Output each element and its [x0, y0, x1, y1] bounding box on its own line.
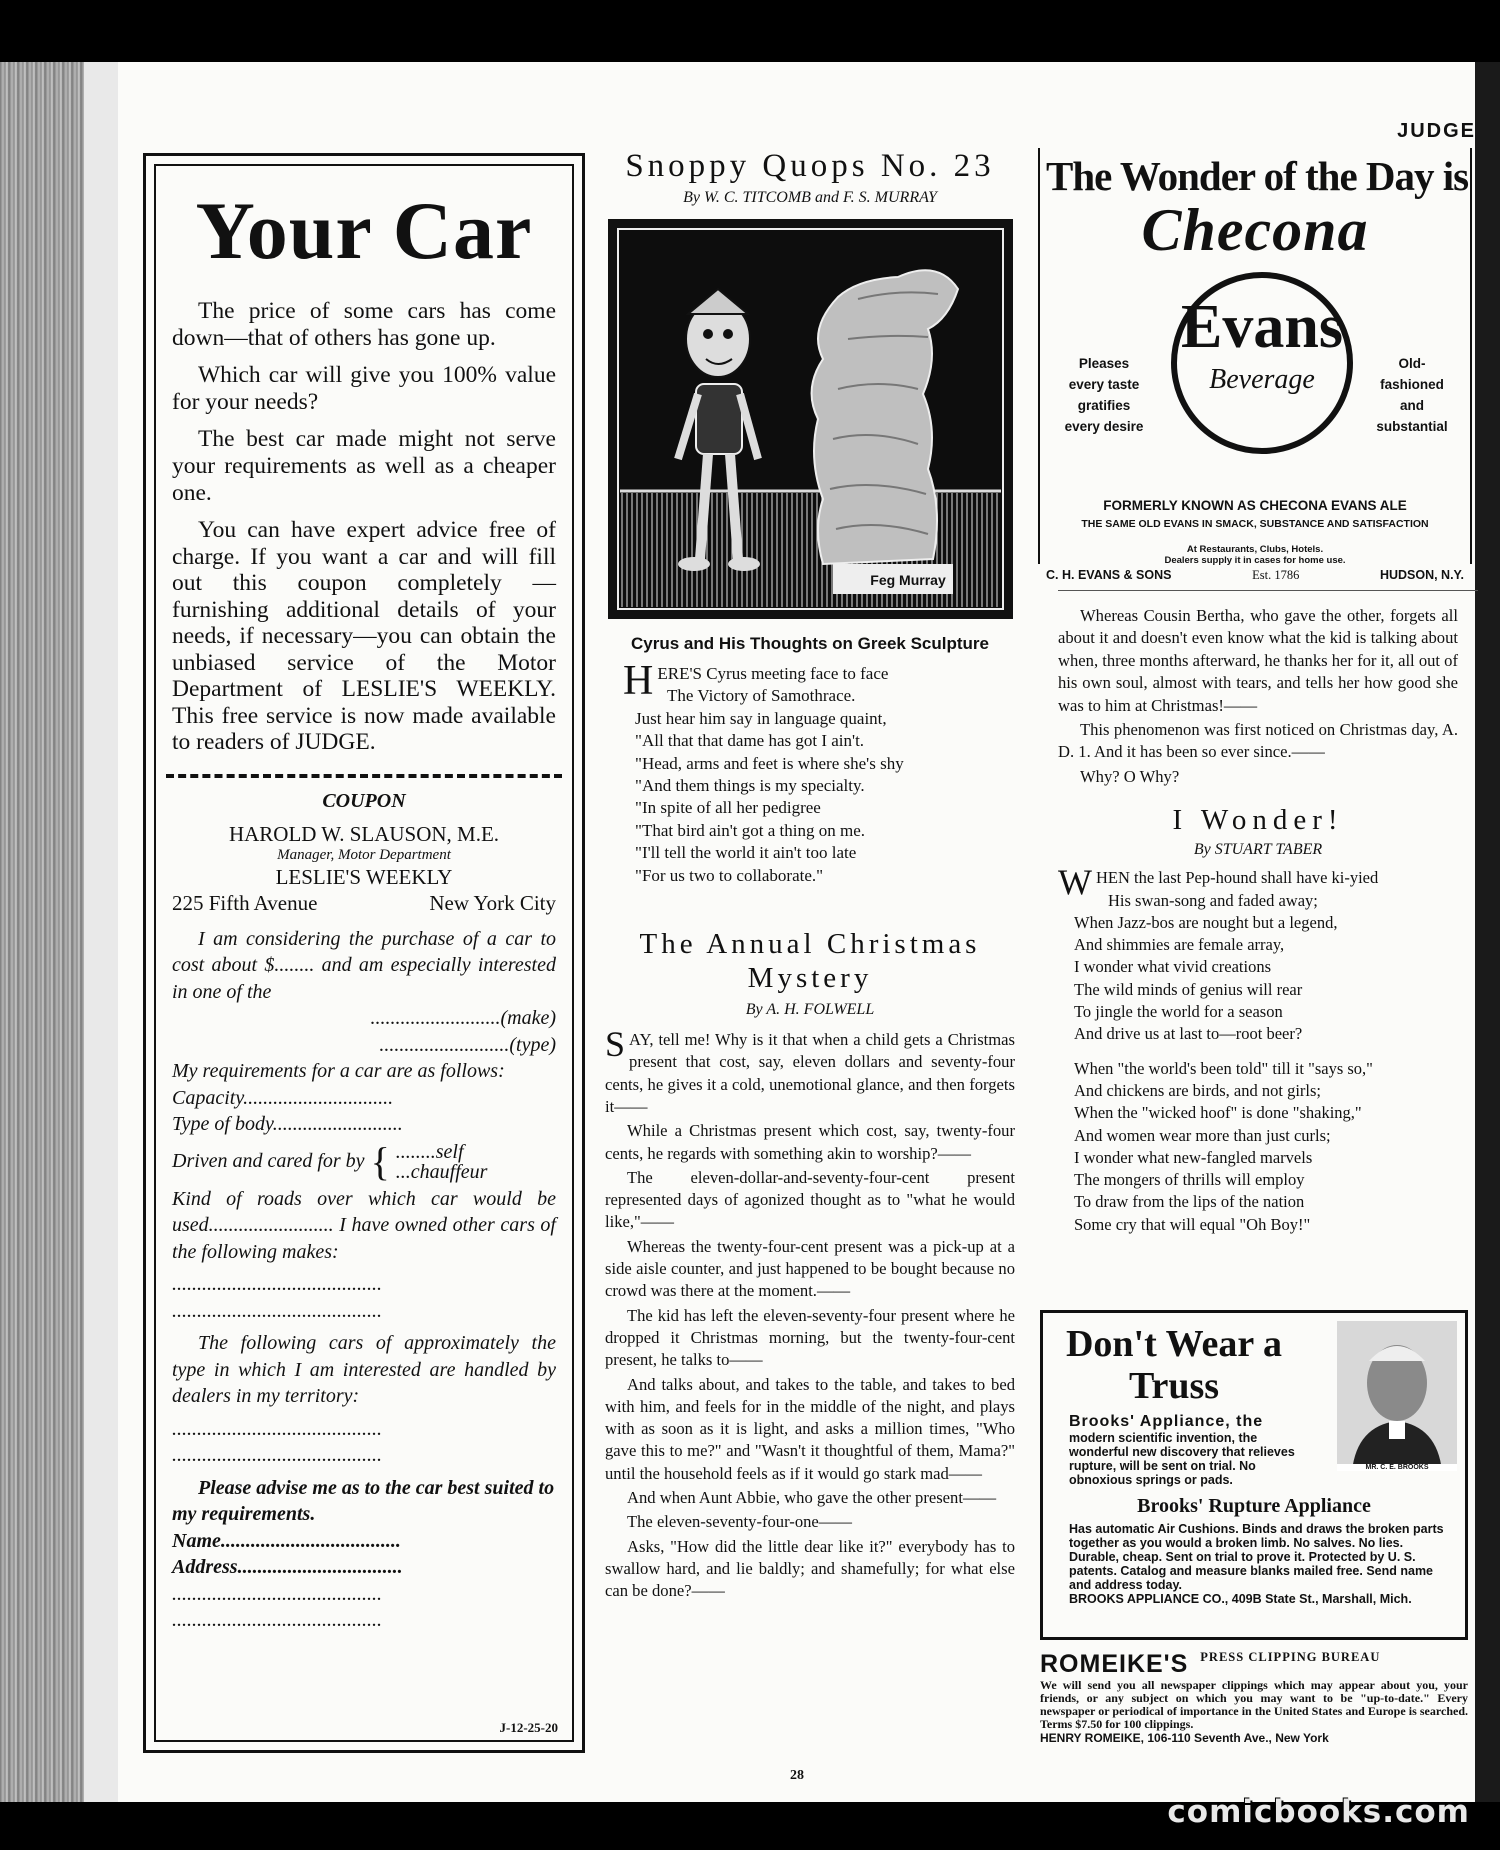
story-paragraph: While a Christmas present which cost, say, twenty-four cents, he regards with something akin to worship?—— — [605, 1121, 1015, 1163]
coupon-name-field[interactable]: Name.................................... — [172, 1529, 401, 1552]
story-byline: By A. H. FOLWELL — [745, 1001, 875, 1019]
coupon-chauffeur-field[interactable]: ...chauffeur — [395, 1160, 488, 1183]
evans-formerly: FORMERLY KNOWN AS CHECONA EVANS ALE — [1103, 498, 1407, 513]
romeike-service: PRESS CLIPPING BUREAU — [1200, 1650, 1381, 1664]
coupon-blank-line[interactable]: .......................................... — [172, 1273, 382, 1295]
center-column — [605, 146, 1015, 1766]
story-title: The Annual Christmas Mystery — [639, 928, 981, 995]
coupon-line: Please advise me as to the car best suited to my requirements. — [172, 1476, 555, 1525]
evans-left-text: Pleases — [1078, 356, 1130, 371]
car-advertisement — [143, 153, 585, 1753]
portrait-drawing — [1337, 1321, 1457, 1471]
poem-first-line: H ERE'S Cyrus meeting face to face — [623, 658, 889, 704]
evans-seal — [1171, 272, 1353, 454]
running-head: JUDGE — [1397, 120, 1476, 142]
story-continuation — [1058, 590, 1458, 1236]
coupon-line: I am considering the purchase of a car to cost about $........ and am especially interested in one of the — [172, 927, 556, 1003]
coupon-address-field[interactable]: Address................................. — [172, 1556, 403, 1578]
poem-line: To draw from the lips of the nation — [1074, 1192, 1305, 1212]
poem-line: And women wear more than just curls; — [1074, 1125, 1331, 1145]
poem-line: Some cry that will equal "Oh Boy!" — [1074, 1214, 1311, 1234]
poem-line: The Victory of Samothrace. — [667, 686, 856, 706]
coupon-blank-line[interactable]: .......................................... — [172, 1582, 382, 1605]
story-paragraph: The eleven-seventy-four-one—— — [627, 1512, 852, 1532]
evans-right-text: and — [1399, 398, 1424, 413]
coupon-address-street: 225 Fifth Avenue — [172, 890, 318, 915]
evans-ad-headline: The Wonder of the Day is — [1046, 153, 1469, 199]
evans-where: Dealers supply it in cases for home use. — [1164, 555, 1346, 566]
evans-left-text: gratifies — [1077, 398, 1131, 413]
romeike-name: ROMEIKE'S — [1040, 1650, 1189, 1678]
poem-title: I Wonder! — [1172, 804, 1344, 837]
story-paragraph: Why? O Why? — [1080, 766, 1180, 786]
evans-subbrand: Beverage — [1209, 364, 1315, 395]
romeike-advertisement — [1040, 1650, 1468, 1745]
site-watermark: comicbooks.com — [1167, 1794, 1470, 1830]
poem-line: "In spite of all her pedigree — [635, 798, 821, 818]
truss-advertisement — [1040, 1310, 1468, 1640]
poem-line: To jingle the world for a season — [1074, 1002, 1283, 1022]
truss-ad-title: Don't Wear a Truss — [1065, 1323, 1283, 1407]
coupon-type-field[interactable]: ..........................(type) — [379, 1033, 556, 1056]
drop-cap: H — [623, 658, 654, 704]
coupon-heading: COUPON — [322, 789, 406, 812]
poem-line: The wild minds of genius will rear — [1074, 979, 1303, 999]
story-paragraph: And when Aunt Abbie, who gave the other present—— — [627, 1488, 997, 1507]
car-ad-paragraph: You can have expert advice free of charge. If you want a car and will fill out this coupon completely — furnishing additional details of your needs, if necessary—you can obtain the unbiased service of the Motor Department of LESLIE'S WEEKLY. This free service is now made available to readers of JUDGE. — [172, 517, 556, 755]
coupon-line: My requirements for a car are as follows: — [172, 1060, 505, 1082]
cartoon-byline: By W. C. TITCOMB and F. S. MURRAY — [683, 189, 937, 206]
story-first-paragraph: SAY, tell me! Why is it that when a child gets a Christmas present that cost, say, eleven dollars and seventy-four cents, he gives it a cold, unemotional glance, and then forgets it—— — [605, 1024, 1015, 1116]
poem-line: When "the world's been told" till it "says so," — [1074, 1058, 1373, 1078]
evans-beverage-ad — [1038, 148, 1472, 582]
portrait-caption: MR. C. E. BROOKS — [1337, 1464, 1457, 1471]
cartoon-title: Snoppy Quops No. 23 — [625, 148, 995, 184]
romeike-body: We will send you all newspaper clippings which may appear about you, your friends, or any subject on which you may want to be "up-to-date." Every newspaper or periodical of importance in the United States and Europe is searched. Terms $7.50 for 100 clippings. — [1040, 1678, 1468, 1731]
coupon-publication: LESLIE'S WEEKLY — [275, 864, 453, 889]
coupon-code: J-12-25-20 — [499, 1720, 558, 1735]
coupon-body-type-field[interactable]: Type of body.......................... — [172, 1113, 403, 1135]
coupon-capacity-field[interactable]: Capacity.............................. — [172, 1086, 394, 1109]
poem-line: When Jazz-bos are nought but a legend, — [1074, 912, 1338, 932]
evans-where: At Restaurants, Clubs, Hotels. — [1186, 544, 1324, 555]
car-ad-paragraph: The price of some cars has come down—that of others has gone up. — [172, 298, 556, 351]
coupon-blank-line[interactable]: .......................................... — [172, 1444, 382, 1466]
poem-line: His swan-song and faded away; — [1108, 890, 1318, 910]
page-number: 28 — [790, 1768, 804, 1783]
evans-tagline: THE SAME OLD EVANS IN SMACK, SUBSTANCE AND SATISFACTION — [1081, 518, 1429, 530]
romeike-address: HENRY ROMEIKE, 106-110 Seventh Ave., New York — [1040, 1731, 1329, 1745]
coupon-self-field[interactable]: ........self — [395, 1140, 464, 1163]
car-ad-title: Your Car — [195, 185, 533, 276]
next-page-edge — [1475, 62, 1500, 1802]
coupon-line: The following cars of approximately the type in which I am interested are handled by dealers in my territory: — [172, 1332, 556, 1407]
truss-body: Has automatic Air Cushions. Binds and draws the broken parts together as you would a broken limb. No salves. No lies. Durable, cheap. Sent on trial to prove it. Protected by U. S. patents. Catalog and measure blanks mailed free. Send name and address today. — [1069, 1522, 1444, 1592]
coupon-blank-line[interactable]: .......................................... — [172, 1417, 382, 1440]
truss-intro-bold: Brooks' Appliance, the — [1069, 1413, 1264, 1430]
artist-signature: Feg Murray — [869, 572, 946, 588]
evans-right-text: substantial — [1376, 419, 1448, 434]
coupon-cut-line — [166, 774, 562, 778]
coupon-blank-line[interactable]: .......................................... — [172, 1609, 382, 1631]
coupon-contact-role: Manager, Motor Department — [277, 846, 451, 863]
truss-intro: modern scientific invention, the wonderful new discovery that relieves rupture, will be sent on trial. No obnoxious springs or pads. — [1069, 1431, 1295, 1487]
poem-line: "That bird ain't got a thing on me. — [635, 820, 866, 840]
drop-cap: W — [1058, 862, 1092, 903]
portrait-photo — [1337, 1321, 1457, 1471]
story-paragraph: The eleven-dollar-and-seventy-four-cent present represented days of agonized thought as to "what he would like,"—— — [605, 1167, 1015, 1232]
story-paragraph: Asks, "How did the little dear like it?" everybody has to swallow hard, and lie baldly; and shamefully; for what else can be done?—— — [605, 1536, 1015, 1601]
coupon-contact-name: HAROLD W. SLAUSON, M.E. — [228, 821, 500, 846]
checona-logo: Checona — [1141, 197, 1369, 263]
poem-line: I wonder what new-fangled marvels — [1074, 1147, 1313, 1167]
drop-cap: S — [605, 1024, 626, 1065]
poem-line: "Head, arms and feet is where she's shy — [635, 753, 904, 773]
brace-icon: { — [370, 1138, 390, 1184]
story-paragraph: And talks about, and takes to the table, and takes to bed with him, and feels for in the middle of the night, and plays with as soon as it is light, and asks a million times, "Who gave this to me?" and "Wasn't it thoughtful of them, Mama?" until the household feels as if it would go stark mad—— — [605, 1374, 1015, 1483]
cartoon-caption: Cyrus and His Thoughts on Greek Sculpture — [631, 634, 989, 653]
story-paragraph: Whereas Cousin Bertha, who gave the other, forgets all about it and doesn't even know what the kid is talking about when, three months afterward, he thanks her for it, all out of his own soul, almost with tears, and tells her how good she was to him at Christmas!—— — [1058, 606, 1458, 715]
page-gutter — [84, 62, 120, 1802]
poem-line: "I'll tell the world it ain't too late — [635, 843, 857, 863]
coupon-roads-field[interactable]: Kind of roads over which car would be used......................... I have owned other cars of the following makes: — [172, 1187, 556, 1263]
truss-subtitle: Brooks' Rupture Appliance — [1137, 1495, 1371, 1517]
poem-line: Just hear him say in language quaint, — [635, 708, 887, 728]
coupon-address-city: New York City — [429, 890, 556, 915]
story-paragraph: The kid has left the eleven-seventy-four present where he dropped it Christmas morning, but the twenty-four-cent present, he talks to—— — [605, 1305, 1015, 1370]
evans-brand-name: Evans — [1181, 293, 1343, 361]
evans-left-text: every taste — [1068, 377, 1140, 392]
coupon-make-field[interactable]: ..........................(make) — [370, 1007, 556, 1029]
poem-line: "All that that dame has got I ain't. — [635, 731, 865, 751]
evans-left-text: every desire — [1064, 419, 1144, 434]
truss-address: BROOKS APPLIANCE CO., 409B State St., Marshall, Mich. — [1069, 1592, 1412, 1606]
evans-maker: C. H. EVANS & SONS — [1046, 568, 1172, 582]
cartoon-drawing — [608, 219, 1013, 619]
car-ad-paragraph: The best car made might not serve your requirements as well as a cheaper one. — [172, 426, 556, 506]
poem-line: "For us two to collaborate." — [635, 865, 824, 885]
poem-line: When the "wicked hoof" is done "shaking," — [1074, 1103, 1362, 1123]
poem-line: And drive us at last to—root beer? — [1074, 1024, 1303, 1044]
poem-first-line: WHEN the last Pep-hound shall have ki-yied — [1058, 862, 1379, 903]
poem-line: The mongers of thrills will employ — [1074, 1170, 1305, 1190]
cartoon-illustration — [608, 219, 1013, 619]
evans-right-text: Old- — [1398, 356, 1426, 371]
evans-right-text: fashioned — [1380, 377, 1444, 392]
evans-city: HUDSON, N.Y. — [1379, 568, 1464, 582]
evans-est: Est. 1786 — [1252, 568, 1300, 582]
poem-line: And shimmies are female array, — [1074, 935, 1285, 955]
poem-byline: By STUART TABER — [1193, 841, 1323, 859]
story-paragraph: This phenomenon was first noticed on Christmas day, A. D. 1. And it has been so ever since.—— — [1058, 720, 1458, 762]
poem-line: "And them things is my specialty. — [635, 776, 865, 796]
coupon-blank-line[interactable]: .......................................... — [172, 1299, 382, 1322]
poem-line: I wonder what vivid creations — [1074, 957, 1272, 977]
story-paragraph: Whereas the twenty-four-cent present was a pick-up at a side aisle counter, and just happened to be bought because no crowd was there at the moment.—— — [605, 1236, 1015, 1301]
coupon-driven-label: Driven and cared for by — [172, 1150, 365, 1173]
right-column — [1038, 120, 1476, 1780]
poem-line: And chickens are birds, and not girls; — [1074, 1080, 1321, 1100]
car-ad-paragraph: Which car will give you 100% value for your needs? — [172, 362, 556, 415]
